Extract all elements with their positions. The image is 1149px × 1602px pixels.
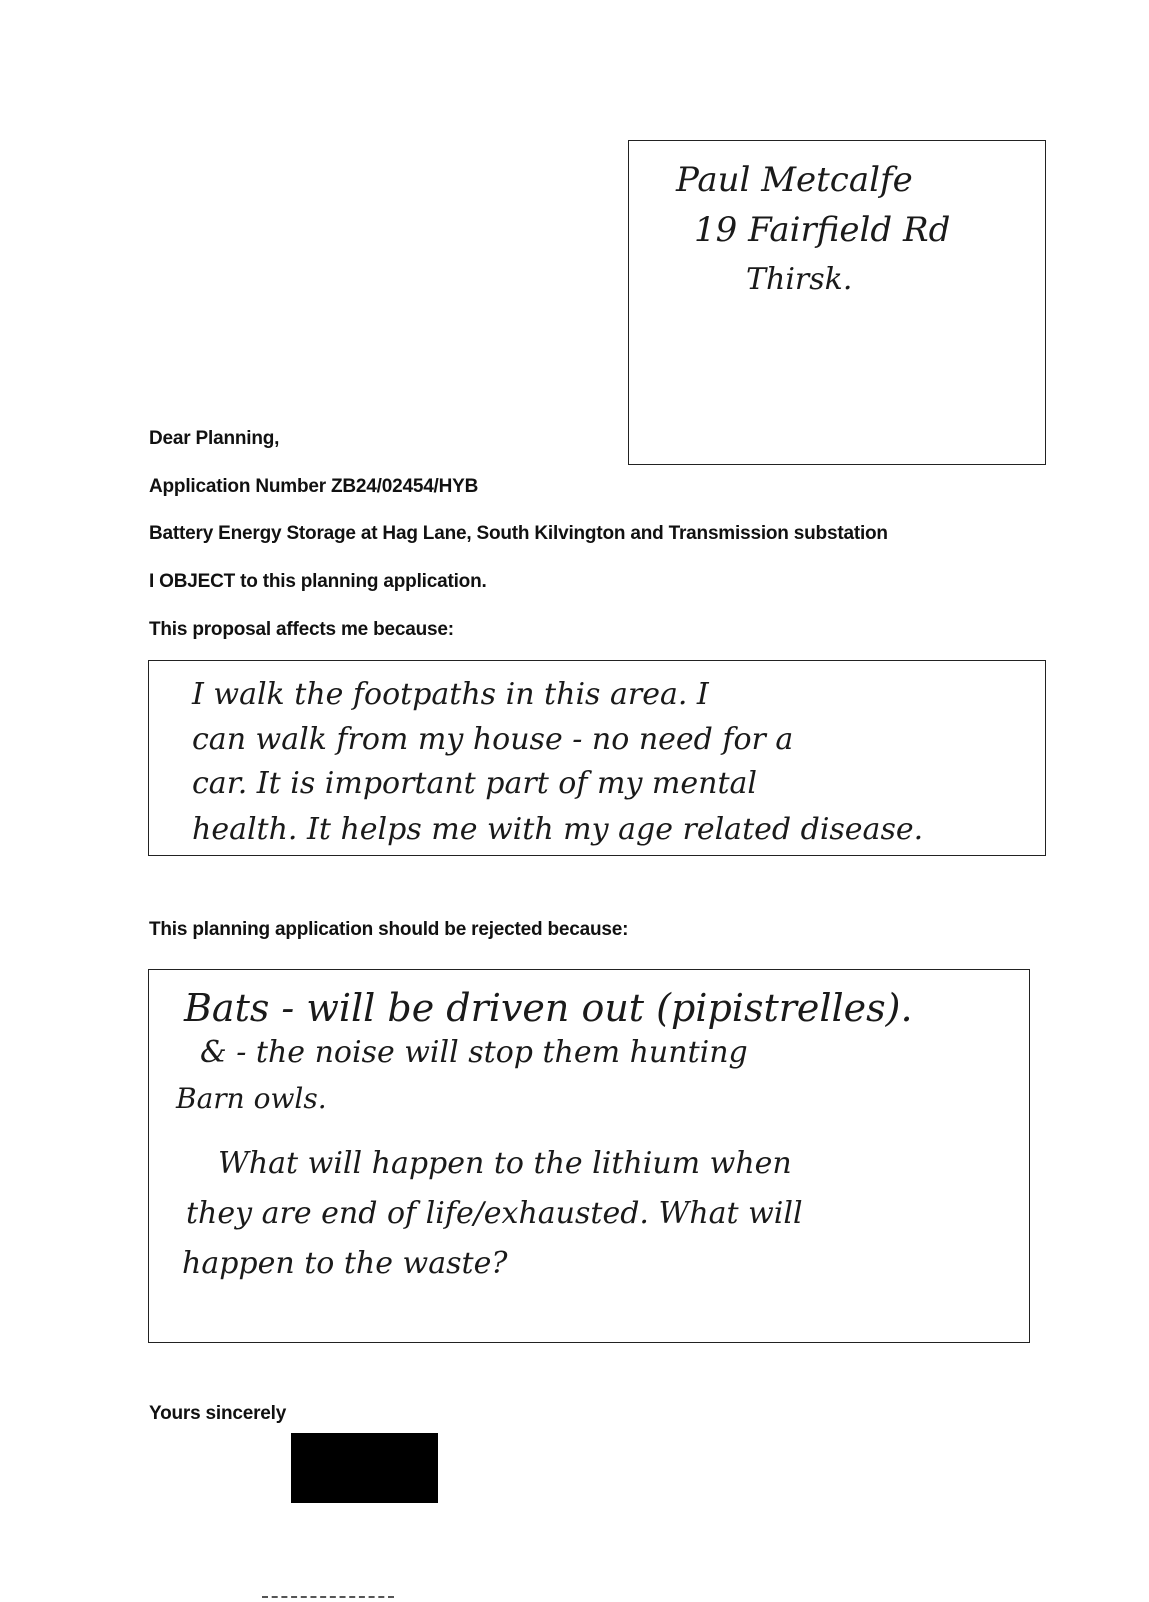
redacted-signature [291,1433,438,1503]
rejection-heading: This planning application should be rejected because: [149,919,629,940]
sender-town: Thirsk. [746,262,853,297]
footer-fragment [262,1596,394,1602]
application-title: Battery Energy Storage at Hag Lane, South Kilvington and Transmission substation [149,523,888,544]
application-number: Application Number ZB24/02454/HYB [149,476,479,497]
objection-statement: I OBJECT to this planning application. [149,571,487,592]
reason-line: happen to the waste? [182,1246,508,1281]
letter-closing: Yours sincerely [149,1403,287,1424]
affects-line: can walk from my house - no need for a [192,722,794,757]
reason-line: Barn owls. [176,1082,327,1115]
affects-line: I walk the footpaths in this area. I [192,677,709,712]
reason-line: & - the noise will stop them hunting [200,1035,748,1070]
affects-line: car. It is important part of my mental [192,766,757,801]
reason-line: they are end of life/exhausted. What will [186,1196,803,1231]
reason-line: Bats - will be driven out (pipistrelles). [184,986,913,1030]
reason-line: What will happen to the lithium when [218,1146,792,1181]
sender-street: 19 Fairfield Rd [694,210,951,250]
affects-line: health. It helps me with my age related disease. [192,812,924,847]
letter-greeting: Dear Planning, [149,428,280,449]
affects-heading: This proposal affects me because: [149,619,454,640]
sender-name: Paul Metcalfe [676,160,913,200]
